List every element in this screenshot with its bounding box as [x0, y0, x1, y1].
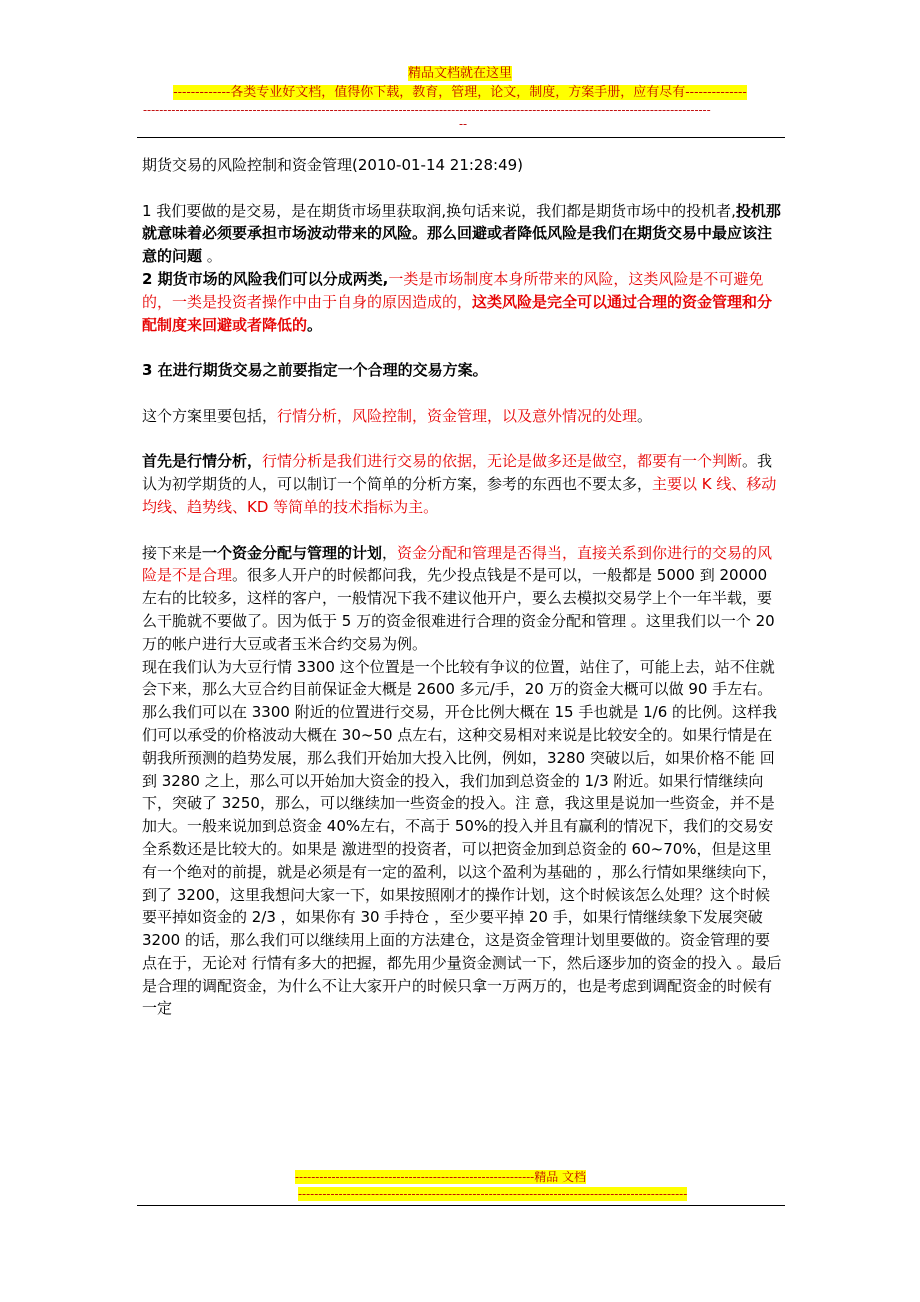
- paragraph-2-end: 。: [307, 315, 323, 334]
- footer-dash-line: [298, 1187, 688, 1201]
- header-banner: [0, 65, 920, 83]
- spacer: [142, 336, 782, 359]
- paragraph-6-text: 接下来是: [142, 543, 203, 562]
- footer-rule: [137, 1205, 785, 1206]
- spacer: [142, 382, 782, 405]
- footer-dashes: -----------------------------------------------------------: [295, 1170, 535, 1184]
- spacer: [142, 519, 782, 542]
- paragraph-5-text: 。我认为初学期货的人，可以制订一个简单的分析方案，参考的东西也不要太多，: [142, 452, 773, 494]
- paragraph-2-red-bold: 这类风险是完全可以通过合理的资金管理和分配制度来回避或者降低的: [142, 292, 773, 334]
- header-rule: [137, 137, 785, 138]
- paragraph-3: 3 在进行期货交易之前要指定一个合理的交易方案。: [142, 361, 488, 380]
- paragraph-6: [142, 542, 782, 656]
- spacer: [142, 428, 782, 451]
- header-dashes-tail: --: [458, 117, 468, 131]
- paragraph-6-body: 。很多人开户的时候都问我，先少投点钱是不是可以，一般都是 5000 到 20000 左右的比较多，这样的客户，一般情况下我不建议他开户，要么去模拟交易学上个一年半载，要么干脆就不要做了。因为低于 5 万的资金很难进行合理的资金分配和管理 。这里我们以一个 20 万的帐户进行大豆或者玉米合约交易为例。: [142, 566, 775, 653]
- paragraph-4: [142, 405, 782, 428]
- paragraph-7: 现在我们认为大豆行情 3300 这个位置是一个比较有争议的位置，站住了，可能上去，站不住就会下来，那么大豆合约目前保证金大概是 2600 多元/手，20 万的资金大概可以做 90 手左右。那么我们可以在 3300 附近的位置进行交易，开仓比例大概在 15 手也就是 1/6 的比例。这样我们可以承受的价格波动大概在 30~50 点左右，这种交易相对来说是比较安全的。如果行情是在朝我所预测的趋势发展，那么我们开始加大投入比例，例如，3280 突破以后，如果价格不能 回到 3280 之上，那么可以开始加大资金的投入，我们加到总资金的 1/3 附近。如果行情继续向下，突破了 3250，那么，可以继续加一些资金的投入。注 意，我这里是说加一些资金，并不是加大。一般来说加到总资金 40%左右，不高于 50%的投入并且有赢利的情况下，我们的交易安全系数还是比较大的。如果是 激进型的投资者，可以把资金加到总资金的 60~70%，但是这里有一个绝对的前提，就是必须是有一定的盈利，以这个盈利为基础的 ，那么行情如果继续向下，到了 3200，这里我想问大家一下，如果按照刚才的操作计划，这个时候该怎么处理？这个时候要平掉如资金的 2/3 ，如果你有 30 手持仓 ，至少要平掉 20 手，如果行情继续象下发展突破 3200 的话，那么我们可以继续用上面的方法建仓，这是资金管理计划里要做的。资金管理的要点在于，无论对 行情有多大的把握，都先用少量资金测试一下，然后逐步加的资金的投入 。最后是合理的调配资金，为什么不让大家开户的时候只拿一万两万的，也是考虑到调配资金的时候有一定: [142, 657, 782, 1018]
- paragraph-4-text: 这个方案里要包括，: [142, 406, 278, 425]
- header-dash-line: [143, 103, 783, 131]
- paragraph-2: [142, 268, 782, 336]
- paragraph-1-end: 。: [202, 247, 222, 266]
- spacer: [142, 177, 782, 200]
- paragraph-2-red: 一类是市场制度本身所带来的风险，这类风险是不可避免的，一类是投资者操作中由于自身的原因造成的，: [142, 269, 764, 311]
- paragraph-6-bold: 一个资金分配与管理的计划: [202, 543, 383, 562]
- paragraph-4-red: 行情分析，风险控制，资金管理，以及意外情况的处理: [277, 406, 638, 425]
- header-tagline: -------------各类专业好文档，值得你下载，教育，管理，论文，制度，方案手册，应有尽有--------------: [173, 85, 747, 100]
- paragraph-6-red: 资金分配和管理是否得当，直接关系到你进行的交易的风险是不是合理: [142, 543, 773, 585]
- paragraph-1-bold: 投机那就意味着必须要承担市场波动带来的风险。那么回避或者降低风险是我们在期货交易中最应该注意的问题: [142, 201, 781, 266]
- paragraph-5: [142, 450, 782, 518]
- document-body: [142, 154, 782, 1020]
- footer-banner: [295, 1170, 625, 1185]
- paragraph-4-end: 。: [637, 406, 653, 425]
- header-tagline-row: [0, 84, 920, 102]
- paragraph-1-text: 1 我们要做的是交易，是在期货市场里获取润,换句话来说，我们都是期货市场中的投机者,: [142, 201, 736, 220]
- footer-label: 精品 文档: [534, 1170, 587, 1184]
- document-title: 期货交易的风险控制和资金管理(2010-01-14 21:28:49): [142, 156, 524, 174]
- header-dashes: --------------------------------------------------------------------------------------------------------------------------------------------: [143, 103, 711, 117]
- paragraph-1: [142, 200, 782, 268]
- paragraph-5-red: 行情分析是我们进行交易的依据，无论是做多还是做空，都要有一个判断: [262, 452, 743, 471]
- header-slogan: 精品文档就在这里: [407, 66, 512, 81]
- footer-dashes-2: ------------------------------------------------------------------------------------------------: [298, 1187, 688, 1201]
- paragraph-5-lead: 首先是行情分析，: [142, 452, 263, 471]
- paragraph-5-red-tail: 主要以 K 线、移动均线、趋势线、KD 等简单的技术指标为主。: [142, 475, 777, 516]
- paragraph-2-lead: 2 期货市场的风险我们可以分成两类,: [142, 269, 389, 288]
- paragraph-6-comma: ，: [382, 543, 398, 562]
